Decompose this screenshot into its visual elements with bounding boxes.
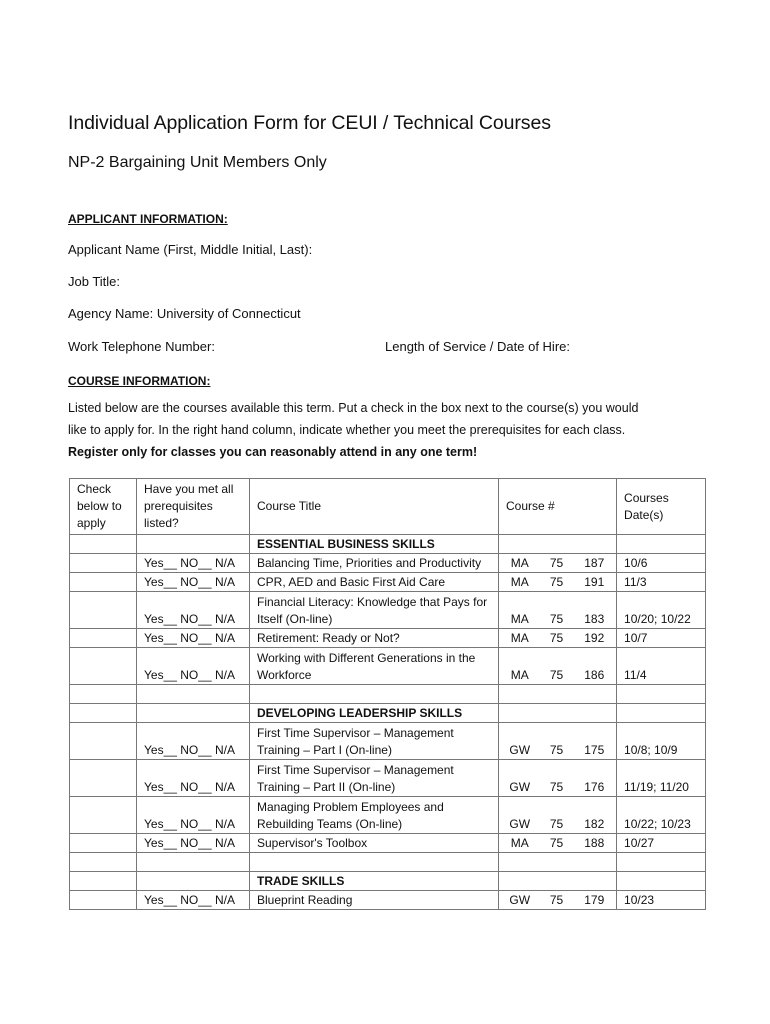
course-number-2: 175 (573, 723, 617, 760)
course-title-line-1: Managing Problem Employees and (257, 800, 444, 814)
header-check-line-2: below to (77, 499, 122, 513)
course-campus-code: GW (499, 723, 541, 760)
course-title (250, 834, 499, 853)
course-campus-code: MA (499, 573, 541, 592)
section-cell (70, 872, 137, 891)
course-row (70, 834, 706, 853)
section-title: ESSENTIAL BUSINESS SKILLS (250, 535, 499, 554)
section-cell (573, 872, 617, 891)
course-dates: 11/4 (617, 648, 706, 685)
spacer-cell (617, 853, 706, 872)
course-number-1: 75 (541, 797, 573, 834)
section-cell (70, 704, 137, 723)
course-row (70, 760, 706, 797)
spacer-row (70, 853, 706, 872)
section-cell (541, 535, 573, 554)
apply-checkbox-cell[interactable] (70, 554, 137, 573)
header-prereq-line-2: prerequisites (144, 499, 213, 513)
header-prereq-line-1: Have you met all (144, 482, 234, 496)
course-number-2: 188 (573, 834, 617, 853)
course-row (70, 592, 706, 629)
course-dates: 10/20; 10/22 (617, 592, 706, 629)
course-row (70, 891, 706, 910)
course-title-line-1: Retirement: Ready or Not? (257, 631, 400, 645)
courses-table (69, 478, 706, 910)
section-cell (617, 704, 706, 723)
applicant-info-heading: APPLICANT INFORMATION: (68, 212, 228, 226)
course-title (250, 891, 499, 910)
course-row (70, 629, 706, 648)
course-dates: 11/3 (617, 573, 706, 592)
prereq-answer[interactable]: Yes__ NO__ N/A (137, 573, 250, 592)
section-row (70, 535, 706, 554)
table-header-row (70, 479, 706, 535)
apply-checkbox-cell[interactable] (70, 797, 137, 834)
course-campus-code: GW (499, 760, 541, 797)
header-course-title: Course Title (250, 479, 499, 535)
course-title (250, 760, 499, 797)
course-title (250, 723, 499, 760)
course-campus-code: MA (499, 648, 541, 685)
course-title (250, 648, 499, 685)
course-title-line-2: Training – Part II (On-line) (257, 780, 396, 794)
prereq-answer[interactable]: Yes__ NO__ N/A (137, 891, 250, 910)
spacer-cell (250, 853, 499, 872)
spacer-row (70, 685, 706, 704)
course-row (70, 573, 706, 592)
course-number-2: 179 (573, 891, 617, 910)
length-of-service-label: Length of Service / Date of Hire: (385, 339, 570, 354)
course-row (70, 797, 706, 834)
prereq-answer[interactable]: Yes__ NO__ N/A (137, 797, 250, 834)
spacer-cell (573, 853, 617, 872)
section-cell (70, 535, 137, 554)
course-campus-code: MA (499, 554, 541, 573)
applicant-name-label: Applicant Name (First, Middle Initial, Last): (68, 242, 313, 257)
course-campus-code: GW (499, 797, 541, 834)
spacer-cell (617, 685, 706, 704)
section-cell (617, 535, 706, 554)
section-cell (499, 535, 541, 554)
course-number-2: 187 (573, 554, 617, 573)
course-row (70, 723, 706, 760)
course-title (250, 573, 499, 592)
spacer-cell (499, 685, 541, 704)
course-title-line-1: First Time Supervisor – Management (257, 763, 454, 777)
course-title-line-1: Balancing Time, Priorities and Productivity (257, 556, 482, 570)
course-number-1: 75 (541, 592, 573, 629)
spacer-cell (137, 853, 250, 872)
section-cell (137, 872, 250, 891)
course-number-1: 75 (541, 834, 573, 853)
course-number-1: 75 (541, 723, 573, 760)
course-dates: 10/6 (617, 554, 706, 573)
course-instructions (68, 397, 708, 463)
prereq-answer[interactable]: Yes__ NO__ N/A (137, 592, 250, 629)
spacer-cell (499, 853, 541, 872)
instructions-line-2: like to apply for. In the right hand column, indicate whether you meet the prerequisites for each class. (68, 423, 626, 437)
section-title: DEVELOPING LEADERSHIP SKILLS (250, 704, 499, 723)
course-campus-code: GW (499, 891, 541, 910)
spacer-cell (541, 685, 573, 704)
instructions-bold-line: Register only for classes you can reasonably attend in any one term! (68, 445, 478, 459)
apply-checkbox-cell[interactable] (70, 648, 137, 685)
prereq-answer[interactable]: Yes__ NO__ N/A (137, 648, 250, 685)
course-number-1: 75 (541, 629, 573, 648)
instructions-line-1: Listed below are the courses available this term. Put a check in the box next to the course(s) you would (68, 401, 639, 415)
section-cell (541, 704, 573, 723)
section-cell (499, 872, 541, 891)
header-dates-line-2: Date(s) (624, 507, 664, 522)
course-number-2: 192 (573, 629, 617, 648)
course-title-line-1: Financial Literacy: Knowledge that Pays for (257, 595, 488, 609)
course-title-line-2: Rebuilding Teams (On-line) (257, 817, 403, 831)
course-title (250, 797, 499, 834)
spacer-cell (70, 853, 137, 872)
apply-checkbox-cell[interactable] (70, 891, 137, 910)
course-number-2: 176 (573, 760, 617, 797)
spacer-cell (573, 685, 617, 704)
course-title-line-2: Itself (On-line) (257, 612, 333, 626)
job-title-label: Job Title: (68, 274, 121, 289)
course-dates: 10/27 (617, 834, 706, 853)
header-prereq-line-3: listed? (144, 516, 179, 530)
prereq-answer[interactable]: Yes__ NO__ N/A (137, 723, 250, 760)
course-title-line-1: Blueprint Reading (257, 893, 353, 907)
course-dates: 10/8; 10/9 (617, 723, 706, 760)
course-title (250, 592, 499, 629)
course-number-1: 75 (541, 648, 573, 685)
course-title (250, 629, 499, 648)
header-course-number: Course # (499, 479, 617, 535)
section-cell (573, 704, 617, 723)
course-number-2: 191 (573, 573, 617, 592)
course-number-1: 75 (541, 573, 573, 592)
apply-checkbox-cell[interactable] (70, 760, 137, 797)
agency-name-label: Agency Name: University of Connecticut (68, 306, 301, 321)
header-course-dates (617, 479, 706, 535)
spacer-cell (250, 685, 499, 704)
apply-checkbox-cell[interactable] (70, 573, 137, 592)
course-row (70, 648, 706, 685)
header-prereq (137, 479, 250, 535)
course-campus-code: MA (499, 834, 541, 853)
prereq-answer[interactable]: Yes__ NO__ N/A (137, 760, 250, 797)
course-info-heading: COURSE INFORMATION: (68, 374, 211, 388)
course-title-line-1: First Time Supervisor – Management (257, 726, 454, 740)
prereq-answer[interactable]: Yes__ NO__ N/A (137, 629, 250, 648)
course-title (250, 554, 499, 573)
apply-checkbox-cell[interactable] (70, 834, 137, 853)
course-dates: 10/23 (617, 891, 706, 910)
section-cell (541, 872, 573, 891)
course-number-1: 75 (541, 554, 573, 573)
section-title: TRADE SKILLS (250, 872, 499, 891)
section-cell (499, 704, 541, 723)
prereq-answer[interactable]: Yes__ NO__ N/A (137, 554, 250, 573)
course-number-2: 183 (573, 592, 617, 629)
apply-checkbox-cell[interactable] (70, 723, 137, 760)
course-number-2: 182 (573, 797, 617, 834)
header-dates-line-1: Courses (624, 490, 669, 505)
spacer-cell (541, 853, 573, 872)
course-campus-code: MA (499, 629, 541, 648)
page-subtitle: NP-2 Bargaining Unit Members Only (68, 154, 327, 171)
course-dates: 10/22; 10/23 (617, 797, 706, 834)
course-campus-code: MA (499, 592, 541, 629)
course-title-line-1: CPR, AED and Basic First Aid Care (257, 575, 446, 589)
section-row (70, 872, 706, 891)
course-number-1: 75 (541, 760, 573, 797)
header-check-line-3: apply (77, 516, 106, 530)
header-check (70, 479, 137, 535)
apply-checkbox-cell[interactable] (70, 629, 137, 648)
section-cell (137, 704, 250, 723)
section-row (70, 704, 706, 723)
section-cell (137, 535, 250, 554)
spacer-cell (137, 685, 250, 704)
course-title-line-2: Workforce (257, 668, 312, 682)
apply-checkbox-cell[interactable] (70, 592, 137, 629)
course-number-1: 75 (541, 891, 573, 910)
course-row (70, 554, 706, 573)
page-title: Individual Application Form for CEUI / Technical Courses (68, 112, 551, 134)
spacer-cell (70, 685, 137, 704)
header-check-line-1: Check (77, 482, 112, 496)
course-title-line-1: Working with Different Generations in the (257, 651, 476, 665)
work-phone-label: Work Telephone Number: (68, 339, 215, 354)
course-dates: 11/19; 11/20 (617, 760, 706, 797)
course-title-line-2: Training – Part I (On-line) (257, 743, 392, 757)
prereq-answer[interactable]: Yes__ NO__ N/A (137, 834, 250, 853)
course-dates: 10/7 (617, 629, 706, 648)
course-title-line-1: Supervisor's Toolbox (257, 836, 368, 850)
course-number-2: 186 (573, 648, 617, 685)
section-cell (573, 535, 617, 554)
section-cell (617, 872, 706, 891)
